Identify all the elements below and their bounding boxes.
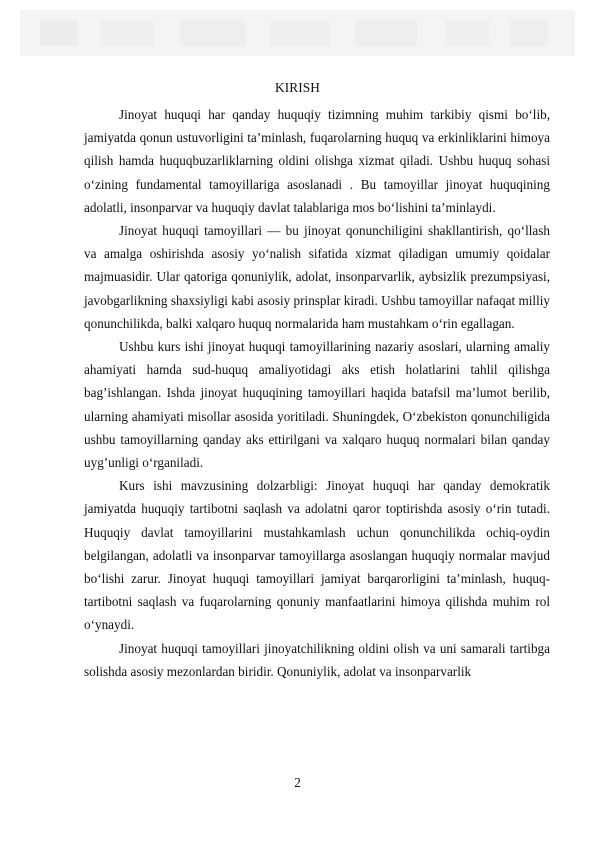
paragraph: Kurs ishi mavzusining dolzarbligi: Jinoyat huquqi har qanday demokratik jamiyatda huquqiy tartibotni saqlash va adolatni qaror toptirishda asosiy o‘rin tutadi. Huquqiy davlat tamoyillarini mustahkamlash uchun qonunchilikda ochiq-oydin belgilangan, adolatli va insonparvar tamoyillarga asoslangan huquqiy normalar mavjud bo‘lishi zarur. Jinoyat huquqi tamoyillari jamiyat barqarorligini ta’minlash, huquq-tartibotni saqlash va fuqarolarning qonuniy manfaatlarini himoya qilishda muhim rol o‘ynaydi. <box>84 478 550 633</box>
paragraph: Jinoyat huquqi har qanday huquqiy tizimning muhim tarkibiy qismi bo‘lib, jamiyatda qonun ustuvorligini ta’minlash, fuqarolarning huquq va erkinliklarini himoya qilish hamda huquqbuzarliklarning oldini olishga xizmat qiladi. Ushbu huquq sohasi o‘zining fundamental tamoyillariga asoslanadi . Bu tamoyillar jinoyat huquqining adolatli, insonparvar va huquqiy davlat talablariga mos bo‘lishini ta’minlaydi. <box>84 107 550 215</box>
paragraph: Ushbu kurs ishi jinoyat huquqi tamoyillarining nazariy asoslari, ularning amaliy ahamiyati hamda sud-huquq amaliyotidagi aks etish holatlarini tahlil qilishga bag’ishlangan. Ishda jinoyat huquqining tamoyillari haqida batafsil ma’lumot berilib, ularning ahamiyati misollar asosida yoritiladi. Shuningdek, O‘zbekiston qonunchiligida ushbu tamoyillarning qanday aks ettirilgani va xalqaro huquq normalari bilan qanday uyg’unligi o‘rganiladi. <box>84 339 550 471</box>
paragraph: Jinoyat huquqi tamoyillari — bu jinoyat qonunchiligini shakllantirish, qo‘llash va amalga oshirishda asosiy yo‘nalish sifatida xizmat qiladigan umumiy qoidalar majmuasidir. Ular qatoriga qonuniylik, adolat, insonparvarlik, aybsizlik prezumpsiyasi, javobgarlikning shaxsiyligi kabi asosiy prinsplar kiradi. Ushbu tamoyillar nafaqat milliy qonunchilikda, balki xalqaro huquq normalarida ham mustahkam o‘rin egallagan. <box>84 223 550 331</box>
page-number: 2 <box>294 775 301 790</box>
section-heading: KIRISH <box>275 80 320 95</box>
body-text <box>84 103 550 683</box>
faint-watermark-band <box>0 0 595 70</box>
paragraph: Jinoyat huquqi tamoyillari jinoyatchilikning oldini olish va uni samarali tartibga solishda asosiy mezonlardan biridir. Qonuniylik, adolat va insonparvarlik <box>84 640 550 679</box>
